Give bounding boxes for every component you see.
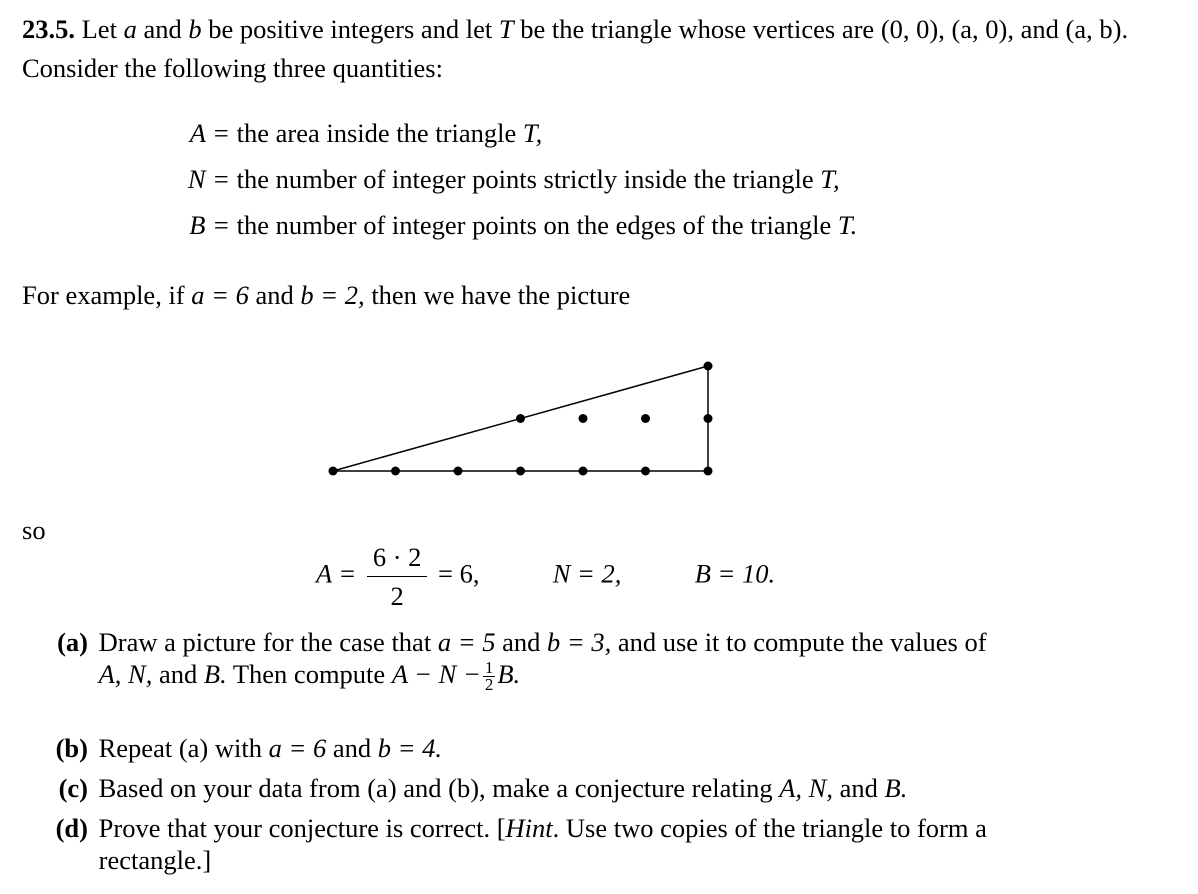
vertex-2: (a, 0), (951, 14, 1015, 44)
boundary-point (516, 414, 525, 423)
boundary-point (454, 467, 463, 476)
boundary-point (641, 467, 650, 476)
area-fraction (367, 540, 428, 613)
boundary-point (704, 362, 713, 371)
part-label: (d) (55, 813, 88, 843)
part-label: (b) (55, 733, 88, 763)
boundary-point (704, 414, 713, 423)
lattice-triangle-figure (300, 330, 740, 490)
formula-a-rhs: = 6, (438, 558, 480, 589)
vertex-1: (0, 0), (880, 14, 945, 44)
half-fraction: $\frac{1}{2}$ (484, 658, 494, 695)
interior-point (579, 414, 588, 423)
part-label: (c) (58, 773, 88, 803)
definition-n: N = the number of integer points strictly inside the triangle T, (187, 164, 840, 194)
formula-n: N = 2, (552, 558, 622, 589)
example-formula (316, 540, 775, 620)
example-sentence: For example, if a = 6 and b = 2, then we have the picture (22, 280, 631, 310)
problem-number: 23.5. (22, 14, 75, 44)
intro-text: Consider the following three quantities: (22, 53, 443, 83)
intro-text: and (1020, 14, 1059, 44)
vertex-3: (a, b). (1065, 14, 1129, 44)
example-a-value: a = 6 (191, 280, 249, 310)
hint-label: Hint (505, 813, 553, 843)
example-b-value: b = 2, (300, 280, 365, 310)
boundary-point (391, 467, 400, 476)
boundary-point (516, 467, 525, 476)
boundary-point (704, 467, 713, 476)
formula-a-lhs: A = (316, 558, 357, 589)
problem-statement (22, 10, 1182, 88)
definition-a: A = the area inside the triangle T, (189, 118, 543, 148)
formula-b: B = 10. (694, 558, 776, 589)
interior-point (641, 414, 650, 423)
fraction-denominator: 2 (390, 581, 404, 611)
part-label: (a) (57, 627, 88, 657)
boundary-point (579, 467, 588, 476)
fraction-numerator: 6 · 2 (367, 540, 428, 577)
intro-text: Let (81, 14, 117, 44)
intro-text: be positive integers and let (208, 14, 493, 44)
definition-b: B = the number of integer points on the edges of the triangle T. (189, 210, 858, 240)
var-b: b (188, 14, 202, 44)
part-d: (d) Prove that your conjecture is correct. [Hint. Use two copies of the triangle to form a rectangle.] (36, 812, 1189, 876)
so-text: so (22, 515, 46, 545)
var-t: T (498, 14, 514, 44)
intro-text: and (143, 14, 182, 44)
lattice-points (329, 362, 713, 476)
var-a: a (123, 14, 137, 44)
part-a: (a) Draw a picture for the case that a = 5 and b = 3, and use it to compute the values of A, N, and B. Then compute A − N − $\frac{1}{2}$ B. (36, 626, 1189, 693)
part-c: (c) Based on your data from (a) and (b), make a conjecture relating A, N, and B. (36, 772, 1189, 804)
intro-text: be the triangle whose vertices are (520, 14, 875, 44)
part-b: (b) Repeat (a) with a = 6 and b = 4. (36, 732, 1189, 764)
boundary-point (329, 467, 338, 476)
